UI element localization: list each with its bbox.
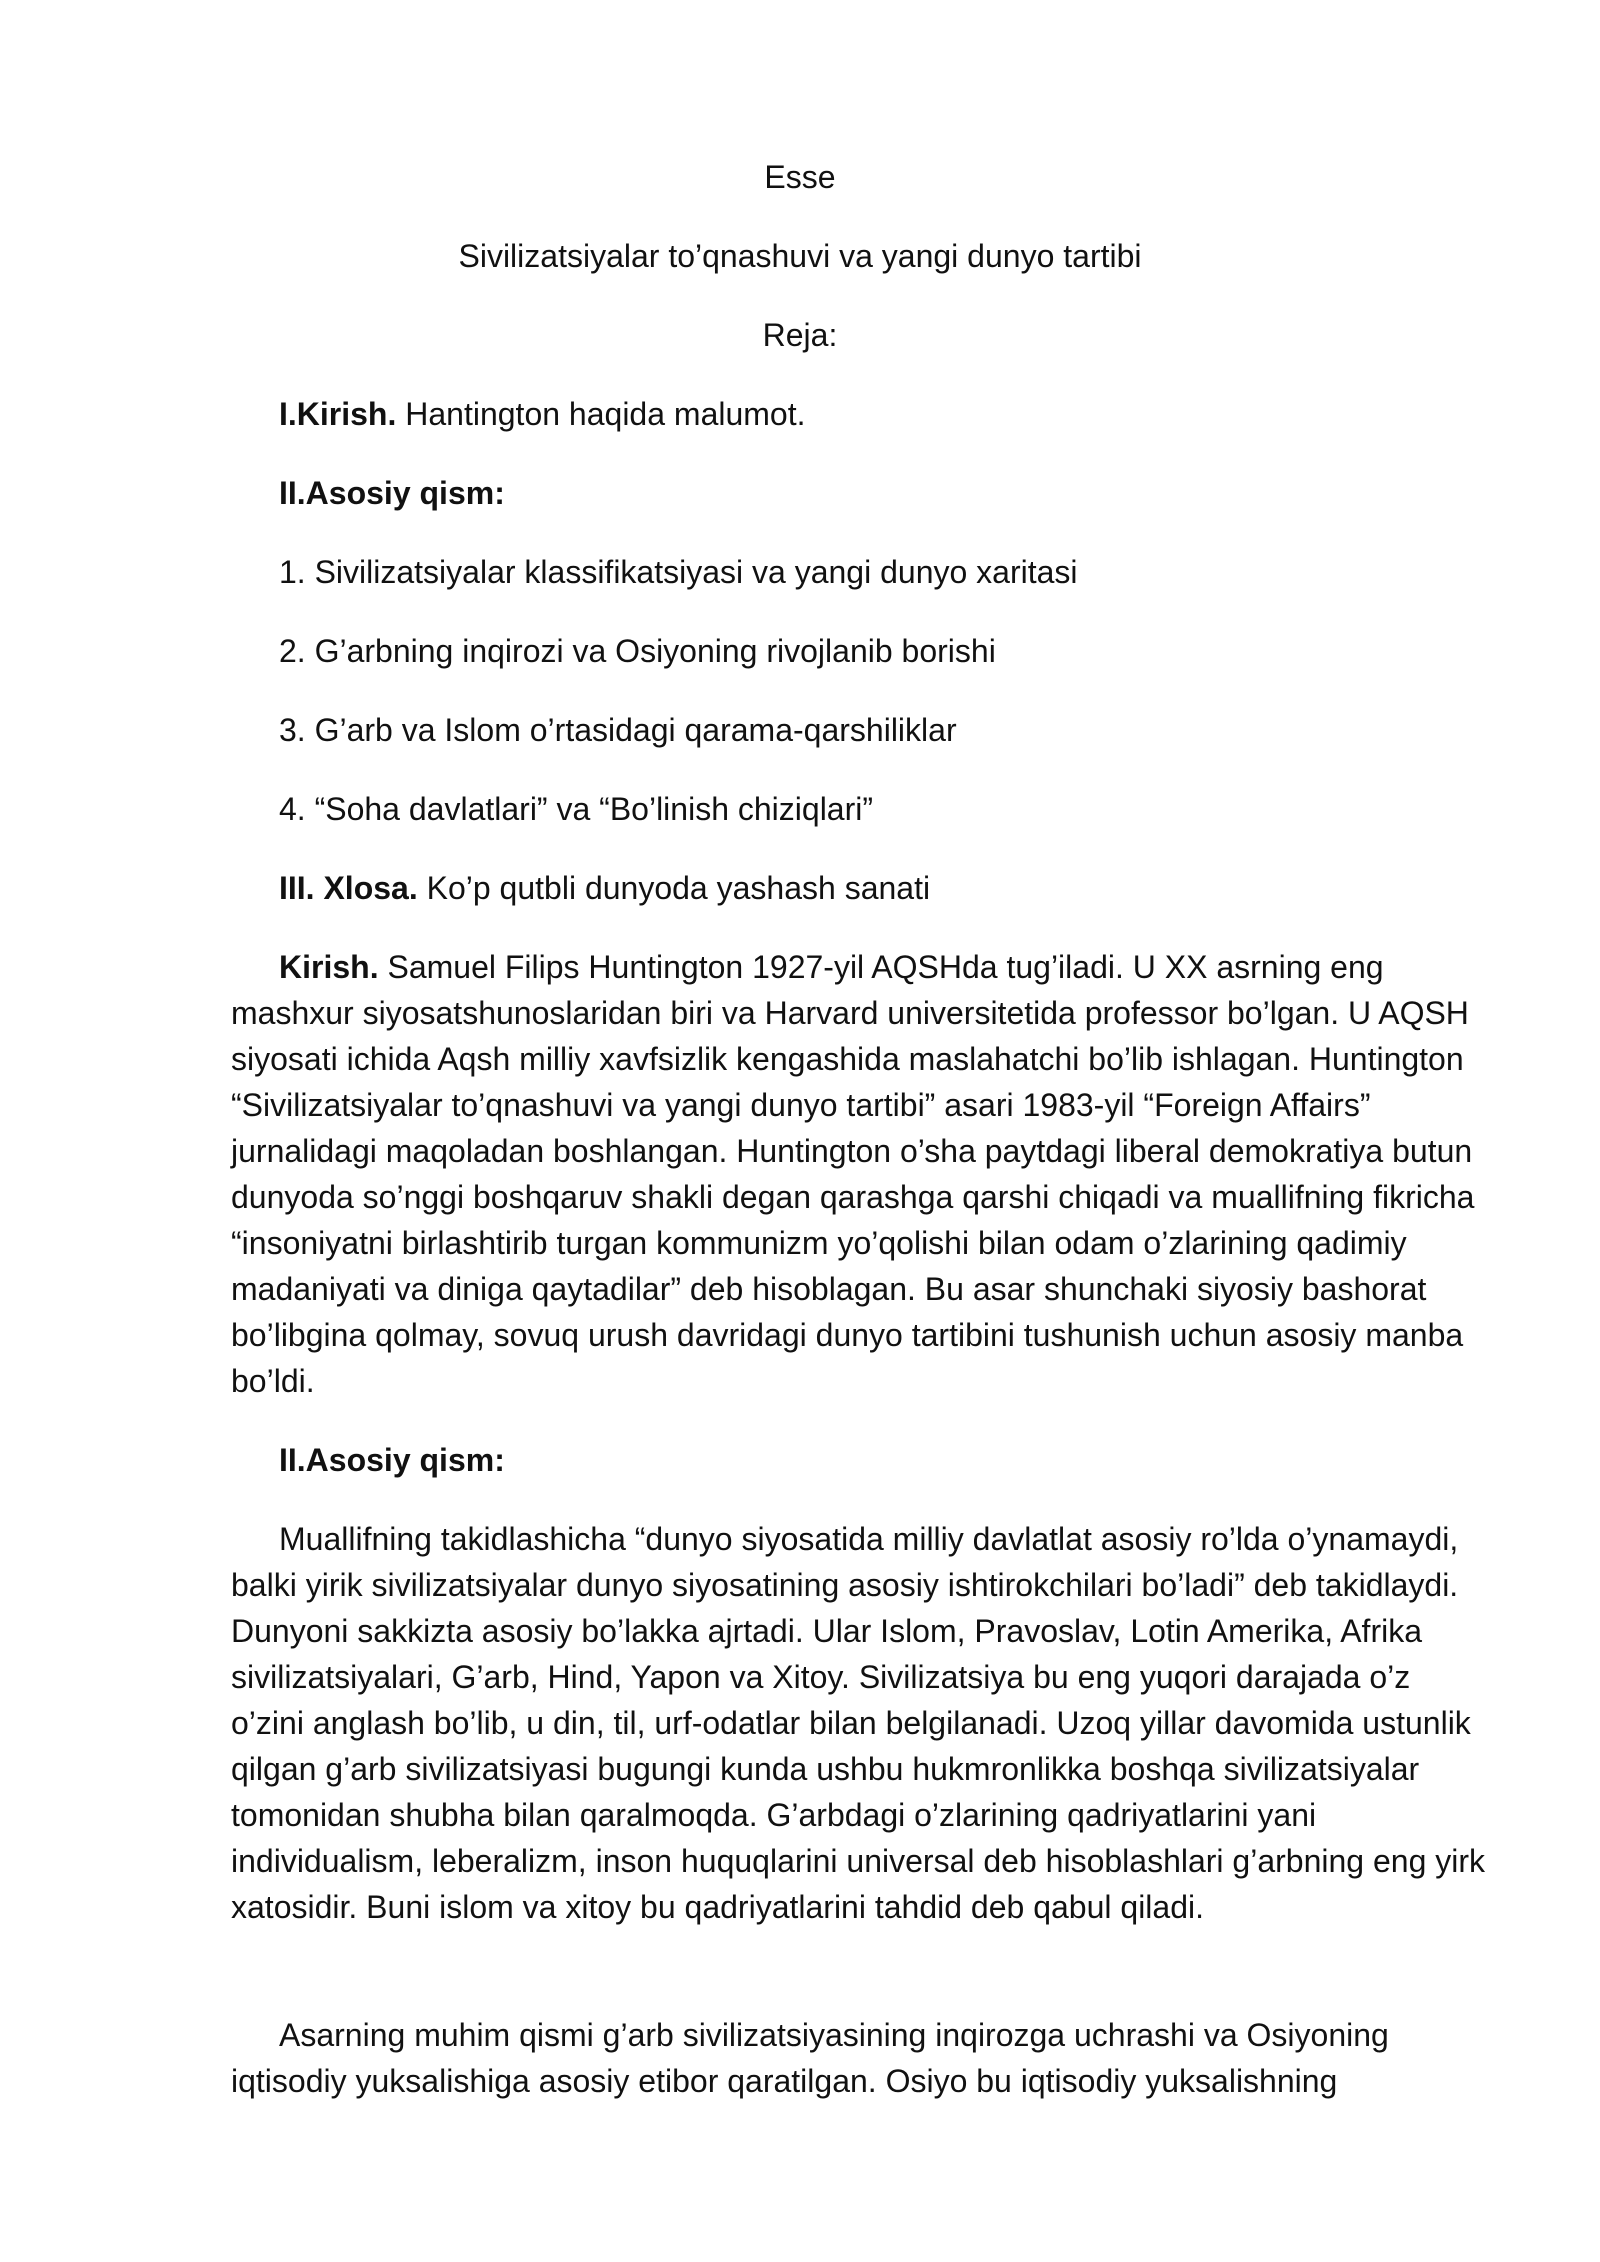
plan-item: 3. G’arb va Islom o’rtasidagi qarama-qarshiliklar [279,712,957,748]
intro-paragraph-label: Kirish. [279,949,379,985]
plan-main-label: II.Asosiy qism: [279,475,505,511]
main-section-label: II.Asosiy qism: [279,1442,505,1478]
plan-heading: Reja: [762,317,838,353]
plan-item: 2. G’arbning inqirozi va Osiyoning rivojlanib borishi [279,633,996,669]
intro-paragraph-text: Samuel Filips Huntington 1927-yil AQSHda tug’iladi. U XX asrning eng mashxur siyosatshunoslaridan biri va Harvard universitetida professor bo’lgan. U AQSH siyosati ichida Aqsh milliy xavfsizlik kengashida maslahatchi bo’lib ishlagan. Huntington “Sivilizatsiyalar to’qnashuvi va yangi dunyo tartibi” asari 1983-yil “Foreign Affairs” jurnalidagi maqoladan boshlangan. Huntington o’sha paytdagi liberal demokratiya butun dunyoda so’nggi boshqaruv shakli degan qarashga qarshi chiqadi va muallifning fikricha “insoniyatni birlashtirib turgan kommunizm yo’qolishi bilan odam o’zlarining qadimiy madaniyati va diniga qaytadilar” deb hisoblagan. Bu asar shunchaki siyosiy bashorat bo’libgina qolmay, sovuq urush davridagi dunyo tartibini tushunish uchun asosiy manba bo’ldi. [231,949,1475,1399]
plan-intro [279,394,806,434]
main-section-heading [279,1440,505,1480]
plan-main-heading [279,473,505,513]
intro-paragraph [231,944,1491,1404]
plan-item: 1. Sivilizatsiyalar klassifikatsiyasi va yangi dunyo xaritasi [279,554,1078,590]
document-title: Sivilizatsiyalar to’qnashuvi va yangi dunyo tartibi [458,238,1142,274]
plan-conclusion-label: III. Xlosa. [279,870,418,906]
plan-conclusion [279,868,930,908]
main-paragraph-1: Muallifning takidlashicha “dunyo siyosatida milliy davlatlat asosiy ro’lda o’ynamaydi, balki yirik sivilizatsiyalar dunyo siyosatining asosiy ishtirokchilari bo’ladi” deb takidlaydi. Dunyoni sakkizta asosiy bo’lakka ajrtadi. Ular Islom, Pravoslav, Lotin Amerika, Afrika sivilizatsiyalari, G’arb, Hind, Yapon va Xitoy. Sivilizatsiya bu eng yuqori darajada o’z o’zini anglash bo’lib, u din, til, urf-odatlar bilan belgilanadi. Uzoq yillar davomida ustunlik qilgan g’arb sivilizatsiyasi bugungi kunda ushbu hukmronlikka boshqa sivilizatsiyalar tomonidan shubha bilan qaralmoqda. G’arbdagi o’zlarining qadriyatlarini yani individualism, leberalizm, inson huquqlarini universal deb hisoblashlari g’arbning eng yirk xatosidir. Buni islom va xitoy bu qadriyatlarini tahdid deb qabul qiladi. [231,1521,1486,1925]
main-paragraph-2: Asarning muhim qismi g’arb sivilizatsiyasining inqirozga uchrashi va Osiyoning iqtisodiy yuksalishiga asosiy etibor qaratilgan. Osiyo bu iqtisodiy yuksalishning [231,2017,1389,2099]
plan-intro-text: Hantington haqida malumot. [396,396,806,432]
document-header: Esse [764,159,836,195]
plan-intro-label: I.Kirish. [279,396,397,432]
plan-item: 4. “Soha davlatlari” va “Bo’linish chiziqlari” [279,791,874,827]
plan-conclusion-text: Ko’p qutbli dunyoda yashash sanati [417,870,931,906]
